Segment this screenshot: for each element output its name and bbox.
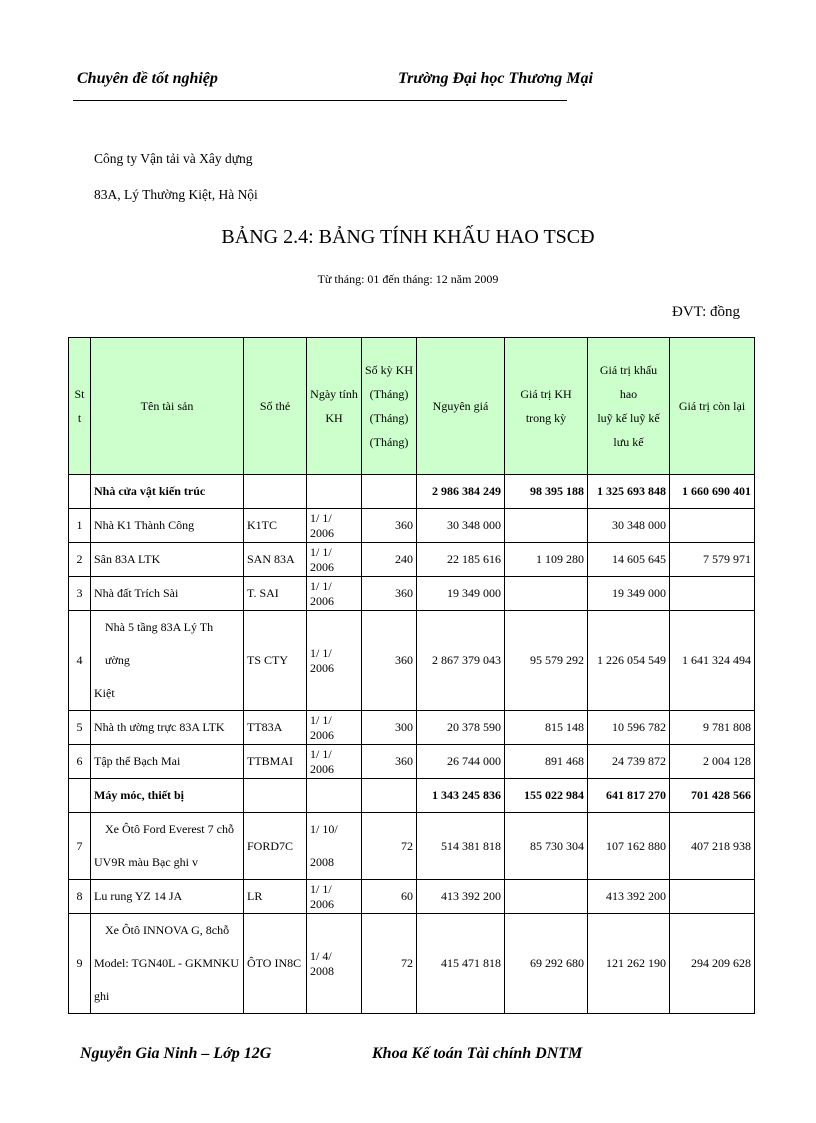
header-topic: Chuyên đề tốt nghiệp — [77, 70, 218, 87]
footer-author: Nguyễn Gia Ninh – Lớp 12G — [80, 1045, 272, 1062]
header-accumulated: Giá trị khấu hao luỹ kế luỹ kế lưu kế — [588, 338, 670, 475]
header-stt: St t — [69, 338, 91, 475]
header-asset-name: Tên tài sản — [91, 338, 244, 475]
group-row — [69, 475, 755, 509]
table-row: 2 Sân 83A LTK SAN 83A 1/ 1/ 2006 240 22 185 616 1 109 280 14 605 645 7 579 971 — [69, 543, 755, 577]
table-row: 3 Nhà đất Trích Sài T. SAI 1/ 1/ 2006 360 19 349 000 19 349 000 — [69, 577, 755, 611]
company-name: Công ty Vận tải và Xây dựng — [94, 151, 253, 166]
header-periods: Số kỳ KH (Tháng) (Tháng) (Tháng) — [362, 338, 417, 475]
table-row: 8 Lu rung YZ 14 JA LR 1/ 1/ 2006 60 413 392 200 413 392 200 — [69, 880, 755, 914]
group-name: Máy móc, thiết bị — [91, 779, 244, 813]
asset-name: Sân 83A LTK — [91, 543, 244, 577]
group-row — [69, 779, 755, 813]
table-title: BẢNG 2.4: BẢNG TÍNH KHẤU HAO TSCĐ — [221, 226, 595, 248]
asset-name: Xe Ôtô Ford Everest 7 chỗ UV9R màu Bạc ghi v — [91, 813, 244, 880]
table-row: 7 Xe Ôtô Ford Everest 7 chỗ UV9R màu Bạc ghi v FORD7C 1/ 10/ 2008 72 514 381 818 85 730 304 107 162 880 407 218 938 — [69, 813, 755, 880]
table-row: 5 Nhà th ường trực 83A LTK TT83A 1/ 1/ 2006 300 20 378 590 815 148 10 596 782 9 781 808 — [69, 711, 755, 745]
footer-faculty: Khoa Kế toán Tài chính DNTM — [372, 1045, 583, 1062]
header-original-cost: Nguyên giá — [417, 338, 505, 475]
period-subtitle: Từ tháng: 01 đến tháng: 12 năm 2009 — [317, 272, 499, 286]
group-name: Nhà cửa vật kiến trúc — [91, 475, 244, 509]
table-row: 9 Xe Ôtô INNOVA G, 8chỗ Model: TGN40L - GKMNKU ghi ÔTO IN8C 1/ 4/ 2008 72 415 471 818 69 292 680 121 262 190 294 209 628 — [69, 914, 755, 1014]
asset-name: Xe Ôtô INNOVA G, 8chỗ Model: TGN40L - GKMNKU ghi — [91, 914, 244, 1014]
group-period-depreciation: 155 022 984 — [505, 779, 588, 813]
table-row: 6 Tập thể Bạch Mai TTBMAI 1/ 1/ 2006 360 26 744 000 891 468 24 739 872 2 004 128 — [69, 745, 755, 779]
header-university: Trường Đại học Thương Mại — [398, 70, 593, 87]
asset-name: Nhà K1 Thành Công — [91, 509, 244, 543]
group-period-depreciation: 98 395 188 — [505, 475, 588, 509]
company-address: 83A, Lý Thường Kiệt, Hà Nội — [94, 187, 258, 202]
table-row: 4 Nhà 5 tầng 83A Lý Th ường Kiệt TS CTY 1/ 1/ 2006 360 2 867 379 043 95 579 292 1 226 054 549 1 641 324 494 — [69, 611, 755, 711]
asset-name: Nhà th ường trực 83A LTK — [91, 711, 244, 745]
asset-name: Lu rung YZ 14 JA — [91, 880, 244, 914]
group-accumulated: 641 817 270 — [588, 779, 670, 813]
header-period-depreciation: Giá trị KH trong kỳ — [505, 338, 588, 475]
asset-name: Nhà 5 tầng 83A Lý Th ường Kiệt — [91, 611, 244, 711]
table-row: 1 Nhà K1 Thành Công K1TC 1/ 1/ 2006 360 30 348 000 30 348 000 — [69, 509, 755, 543]
header-start-date: Ngày tính KH — [307, 338, 362, 475]
currency-unit: ĐVT: đồng — [672, 304, 740, 320]
group-remaining: 701 428 566 — [670, 779, 755, 813]
header-row — [69, 338, 755, 475]
group-original-cost: 2 986 384 249 — [417, 475, 505, 509]
asset-name: Nhà đất Trích Sài — [91, 577, 244, 611]
group-original-cost: 1 343 245 836 — [417, 779, 505, 813]
group-accumulated: 1 325 693 848 — [588, 475, 670, 509]
start-date: 1/ 10/ 2008 — [307, 813, 362, 880]
depreciation-table — [68, 337, 755, 1014]
asset-name: Tập thể Bạch Mai — [91, 745, 244, 779]
header-card-no: Số thẻ — [244, 338, 307, 475]
group-remaining: 1 660 690 401 — [670, 475, 755, 509]
header-remaining: Giá trị còn lại — [670, 338, 755, 475]
header-rule — [73, 100, 567, 101]
